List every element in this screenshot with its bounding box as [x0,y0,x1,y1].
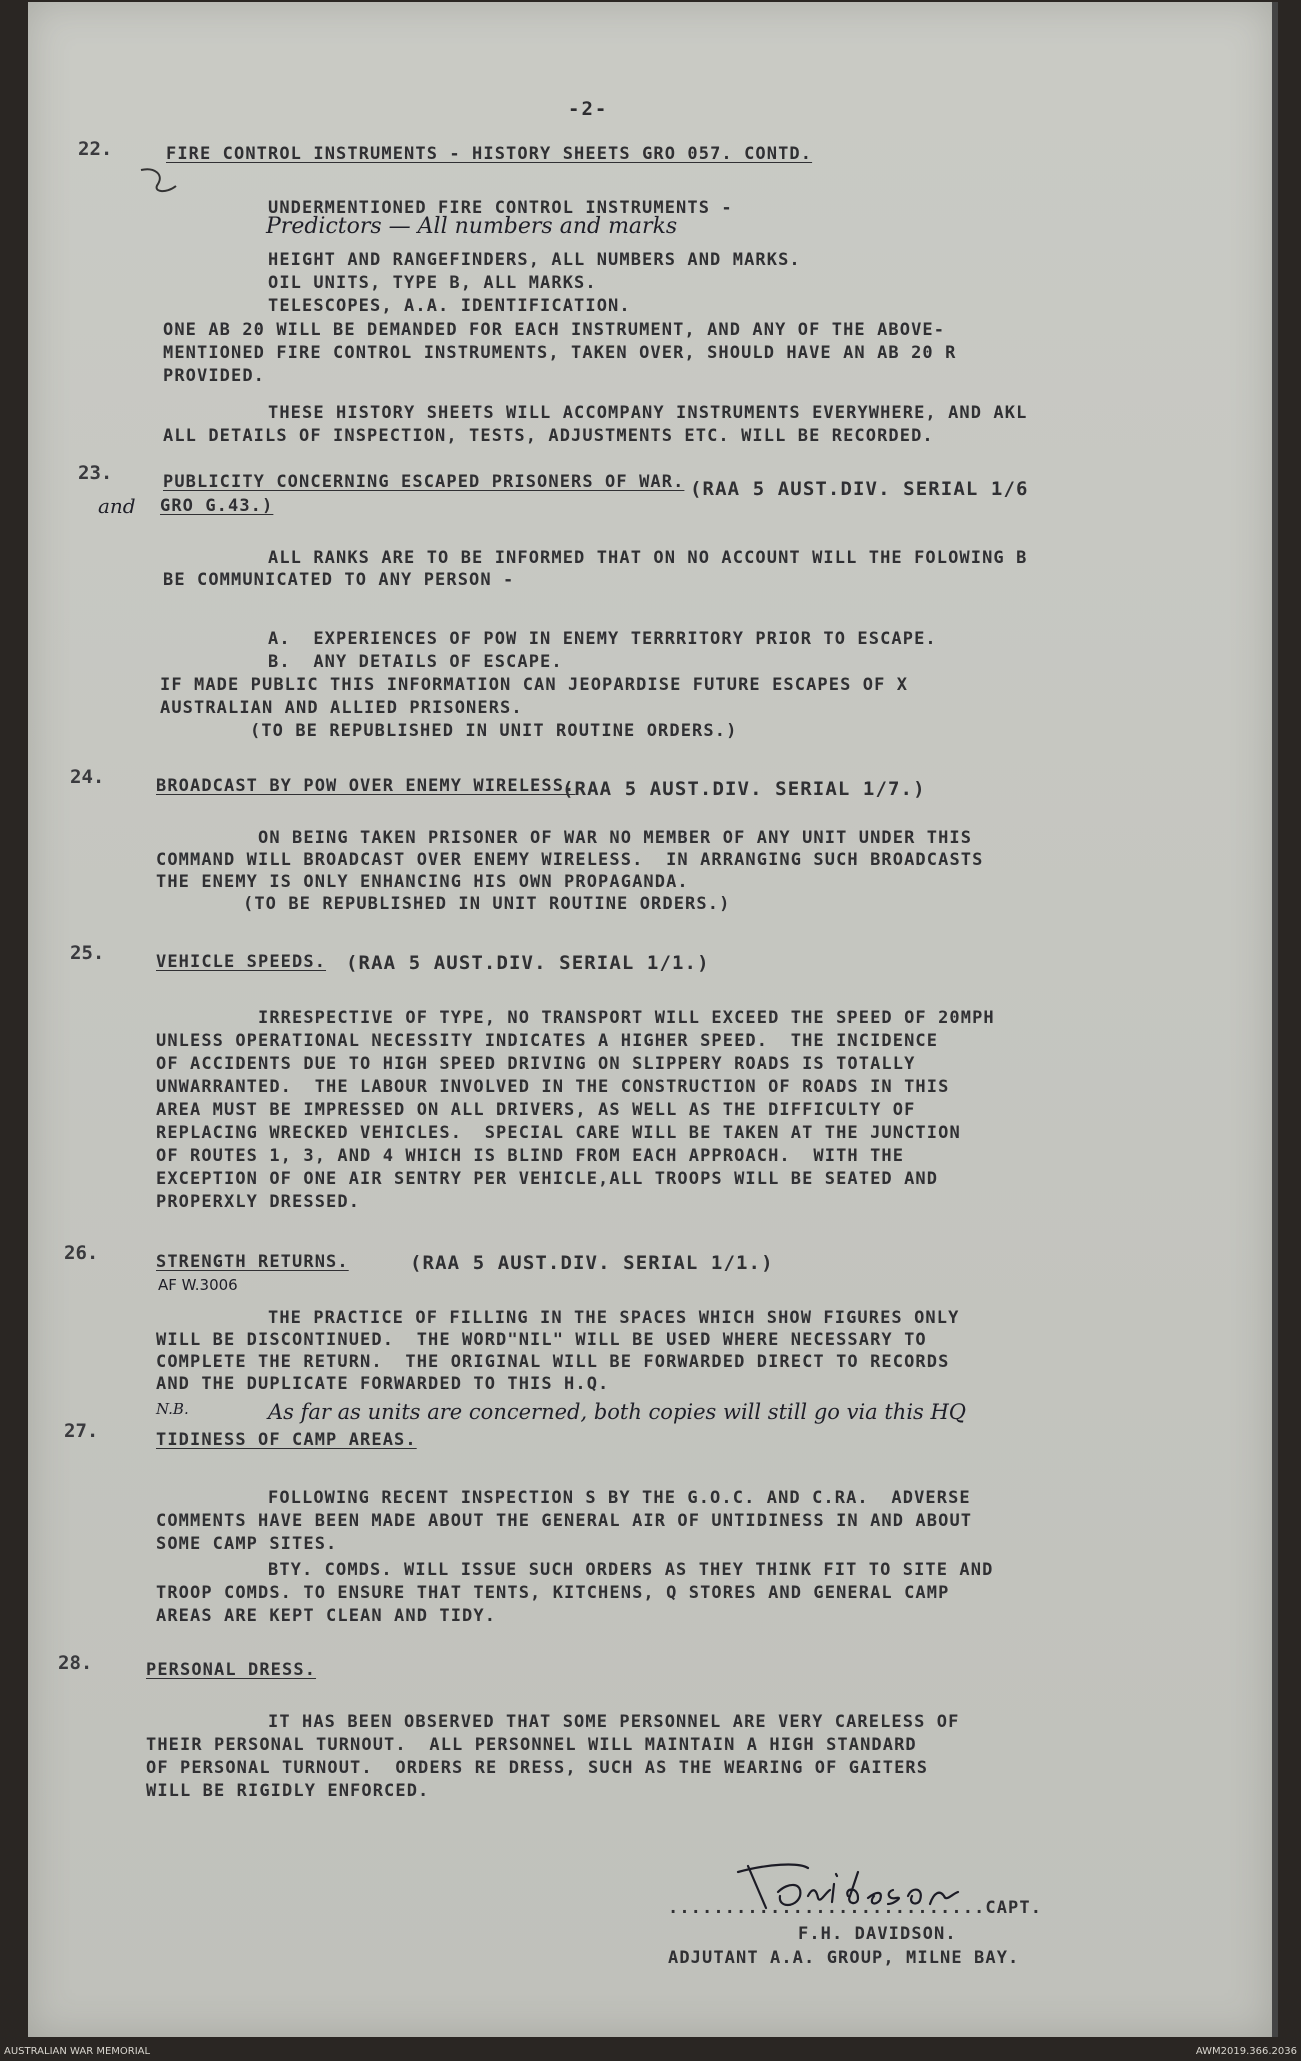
body-line: ON BEING TAKEN PRISONER OF WAR NO MEMBER OF ANY UNIT UNDER THIS [258,828,973,848]
section-number: 26. [64,1242,99,1264]
archive-footer [0,2040,1301,2061]
body-line: IRRESPECTIVE OF TYPE, NO TRANSPORT WILL EXCEED THE SPEED OF 20MPH [258,1008,995,1028]
body-line: OIL UNITS, TYPE B, ALL MARKS. [268,273,597,293]
handwritten-note-label: N.B. [156,1400,189,1418]
handwritten-form-ref: AF W.3006 [158,1276,238,1294]
body-line: AREA MUST BE IMPRESSED ON ALL DRIVERS, AS WELL AS THE DIFFICULTY OF [156,1100,916,1120]
section-number: 25. [70,942,105,964]
body-line: B. ANY DETAILS OF ESCAPE. [268,652,563,672]
body-line: FOLLOWING RECENT INSPECTION S BY THE G.O.C. AND C.RA. ADVERSE [268,1488,971,1508]
section-heading: BROADCAST BY POW OVER ENEMY WIRELESS. [156,776,576,796]
body-line: AND THE DUPLICATE FORWARDED TO THIS H.Q. [156,1374,610,1394]
section-reference: (RAA 5 AUST.DIV. SERIAL 1/6 [690,478,1029,500]
handwritten-insertion: Predictors — All numbers and marks [266,214,678,239]
page-edge [1272,2,1278,2037]
body-line: TROOP COMDS. TO ENSURE THAT TENTS, KITCHENS, Q STORES AND GENERAL CAMP [156,1583,950,1603]
body-line: (TO BE REPUBLISHED IN UNIT ROUTINE ORDERS.) [250,721,738,741]
body-line: WILL BE DISCONTINUED. THE WORD"NIL" WILL BE USED WHERE NECESSARY TO [156,1330,927,1350]
body-line: COMMAND WILL BROADCAST OVER ENEMY WIRELESS. IN ARRANGING SUCH BROADCASTS [156,850,984,870]
handwritten-note: As far as units are concerned, both copies will still go via this HQ [268,1400,967,1424]
body-line: SOME CAMP SITES. [156,1534,338,1554]
body-line: THESE HISTORY SHEETS WILL ACCOMPANY INSTRUMENTS EVERYWHERE, AND AKL [268,403,1028,423]
body-line: WILL BE RIGIDLY ENFORCED. [146,1781,430,1801]
section-heading: PERSONAL DRESS. [146,1660,317,1680]
body-line: TELESCOPES, A.A. IDENTIFICATION. [268,296,631,316]
section-number: 23. [78,462,113,484]
body-line: ALL RANKS ARE TO BE INFORMED THAT ON NO ACCOUNT WILL THE FOLOWING B [268,548,1028,568]
signatory-title: ADJUTANT A.A. GROUP, MILNE BAY. [668,1948,1020,1968]
body-line: UNDERMENTIONED FIRE CONTROL INSTRUMENTS - [268,198,733,218]
body-line: (TO BE REPUBLISHED IN UNIT ROUTINE ORDERS.) [243,894,731,914]
body-line: COMPLETE THE RETURN. THE ORIGINAL WILL BE FORWARDED DIRECT TO RECORDS [156,1352,950,1372]
body-line: AUSTRALIAN AND ALLIED PRISONERS. [160,698,523,718]
section-number: 28. [58,1652,93,1674]
section-reference: (RAA 5 AUST.DIV. SERIAL 1/7.) [562,778,926,800]
section-number: 22. [78,138,113,160]
body-line: OF ACCIDENTS DUE TO HIGH SPEED DRIVING ON SLIPPERY ROADS IS TOTALLY [156,1054,916,1074]
section-reference: (RAA 5 AUST.DIV. SERIAL 1/1.) [410,1252,774,1274]
body-line: IT HAS BEEN OBSERVED THAT SOME PERSONNEL ARE VERY CARELESS OF [268,1712,960,1732]
page-number: -2- [568,98,609,120]
body-line: BE COMMUNICATED TO ANY PERSON - [163,570,515,590]
section-heading: STRENGTH RETURNS. [156,1252,349,1272]
section-heading: PUBLICITY CONCERNING ESCAPED PRISONERS OF WAR. [163,472,685,492]
body-line: OF PERSONAL TURNOUT. ORDERS RE DRESS, SUCH AS THE WEARING OF GAITERS [146,1758,929,1778]
body-line: THE ENEMY IS ONLY ENHANCING HIS OWN PROPAGANDA. [156,872,689,892]
pencil-tick-mark [136,162,186,202]
body-line: UNLESS OPERATIONAL NECESSITY INDICATES A HIGHER SPEED. THE INCIDENCE [156,1031,939,1051]
footer-institution: AUSTRALIAN WAR MEMORIAL [4,2046,151,2057]
body-line: EXCEPTION OF ONE AIR SENTRY PER VEHICLE,ALL TROOPS WILL BE SEATED AND [156,1169,939,1189]
body-line: PROPERXLY DRESSED. [156,1192,361,1212]
document-page [28,2,1272,2037]
body-line: OF ROUTES 1, 3, AND 4 WHICH IS BLIND FROM EACH APPROACH. WITH THE [156,1146,905,1166]
body-line: PROVIDED. [163,366,266,386]
body-line: THEIR PERSONAL TURNOUT. ALL PERSONNEL WILL MAINTAIN A HIGH STANDARD [146,1735,917,1755]
body-line: MENTIONED FIRE CONTROL INSTRUMENTS, TAKEN OVER, SHOULD HAVE AN AB 20 R [163,343,957,363]
body-line: HEIGHT AND RANGEFINDERS, ALL NUMBERS AND MARKS. [268,250,801,270]
body-line: REPLACING WRECKED VEHICLES. SPECIAL CARE WILL BE TAKEN AT THE JUNCTION [156,1123,961,1143]
body-line: UNWARRANTED. THE LABOUR INVOLVED IN THE CONSTRUCTION OF ROADS IN THIS [156,1077,950,1097]
section-heading: VEHICLE SPEEDS. [156,952,327,972]
section-heading: TIDINESS OF CAMP AREAS. [156,1430,417,1450]
body-line: ONE AB 20 WILL BE DEMANDED FOR EACH INSTRUMENT, AND ANY OF THE ABOVE- [163,320,946,340]
section-heading: FIRE CONTROL INSTRUMENTS - HISTORY SHEETS GRO 057. CONTD. [166,144,813,164]
signatory-name: F.H. DAVIDSON. [798,1924,957,1944]
section-heading-continued: GRO G.43.) [160,496,274,516]
body-line: IF MADE PUBLIC THIS INFORMATION CAN JEOPARDISE FUTURE ESCAPES OF X [160,675,909,695]
body-line: COMMENTS HAVE BEEN MADE ABOUT THE GENERAL AIR OF UNTIDINESS IN AND ABOUT [156,1511,973,1531]
body-line: ALL DETAILS OF INSPECTION, TESTS, ADJUSTMENTS ETC. WILL BE RECORDED. [163,426,934,446]
signature-dots-line: ............................CAPT. [668,1898,1043,1918]
body-line: BTY. COMDS. WILL ISSUE SUCH ORDERS AS THEY THINK FIT TO SITE AND [268,1560,994,1580]
section-number: 27. [64,1420,99,1442]
section-reference: (RAA 5 AUST.DIV. SERIAL 1/1.) [346,952,710,974]
body-line: A. EXPERIENCES OF POW IN ENEMY TERRRITORY PRIOR TO ESCAPE. [268,629,937,649]
body-line: THE PRACTICE OF FILLING IN THE SPACES WHICH SHOW FIGURES ONLY [268,1308,960,1328]
body-line: AREAS ARE KEPT CLEAN AND TIDY. [156,1606,497,1626]
section-number: 24. [70,766,105,788]
handwritten-and: and [98,494,136,518]
footer-accession-number: AWM2019.366.2036 [1195,2046,1297,2057]
